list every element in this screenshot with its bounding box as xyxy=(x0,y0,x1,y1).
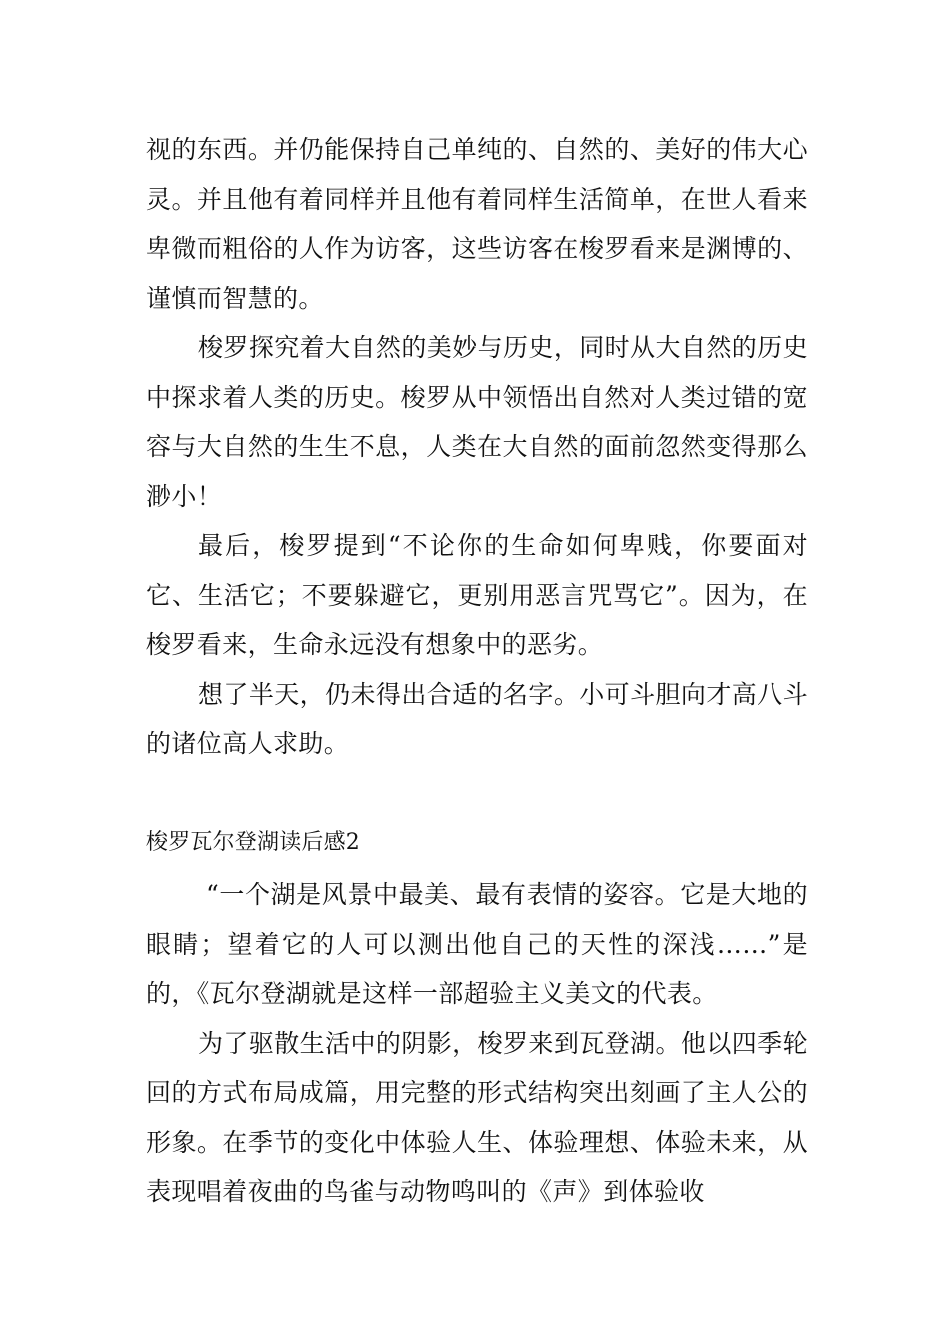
paragraph-nature-history: 梭罗探究着大自然的美妙与历史，同时从大自然的历史中探求着人类的历史。梭罗从中领悟出自然对人类过错的宽容与大自然的生生不息，人类在大自然的面前忽然变得那么渺小！ xyxy=(146,333,808,511)
paragraph-seasons: 为了驱散生活中的阴影，梭罗来到瓦登湖。他以四季轮回的方式布局成篇，用完整的形式结构突出刻画了主人公的形象。在季节的变化中体验人生、体验理想、体验未来，从表现唱着夜曲的鸟雀与动物鸣叫的《声》到体验收 xyxy=(146,1028,808,1206)
section-gap xyxy=(146,769,808,818)
paragraph-title-request: 想了半天，仍未得出合适的名字。小可斗胆向才高八斗的诸位高人求助。 xyxy=(146,679,808,758)
document-page xyxy=(146,125,808,1217)
paragraph-lake-quote: “一个湖是风景中最美、最有表情的姿容。它是大地的眼睛；望着它的人可以测出他自己的天性的深浅……”是的，《瓦尔登湖就是这样一部超验主义美文的代表。 xyxy=(146,880,808,1008)
paragraph-continued-visitors: 视的东西。并仍能保持自己单纯的、自然的、美好的伟大心灵。并且他有着同样并且他有着同样生活简单，在世人看来卑微而粗俗的人作为访客，这些访客在梭罗看来是渊博的、谨慎而智慧的。 xyxy=(146,135,808,313)
section-heading: 梭罗瓦尔登湖读后感2 xyxy=(146,829,360,855)
paragraph-life-quote: 最后，梭罗提到“不论你的生命如何卑贱，你要面对它、生活它；不要躲避它，更别用恶言咒骂它”。因为，在梭罗看来，生命永远没有想象中的恶劣。 xyxy=(146,531,808,659)
